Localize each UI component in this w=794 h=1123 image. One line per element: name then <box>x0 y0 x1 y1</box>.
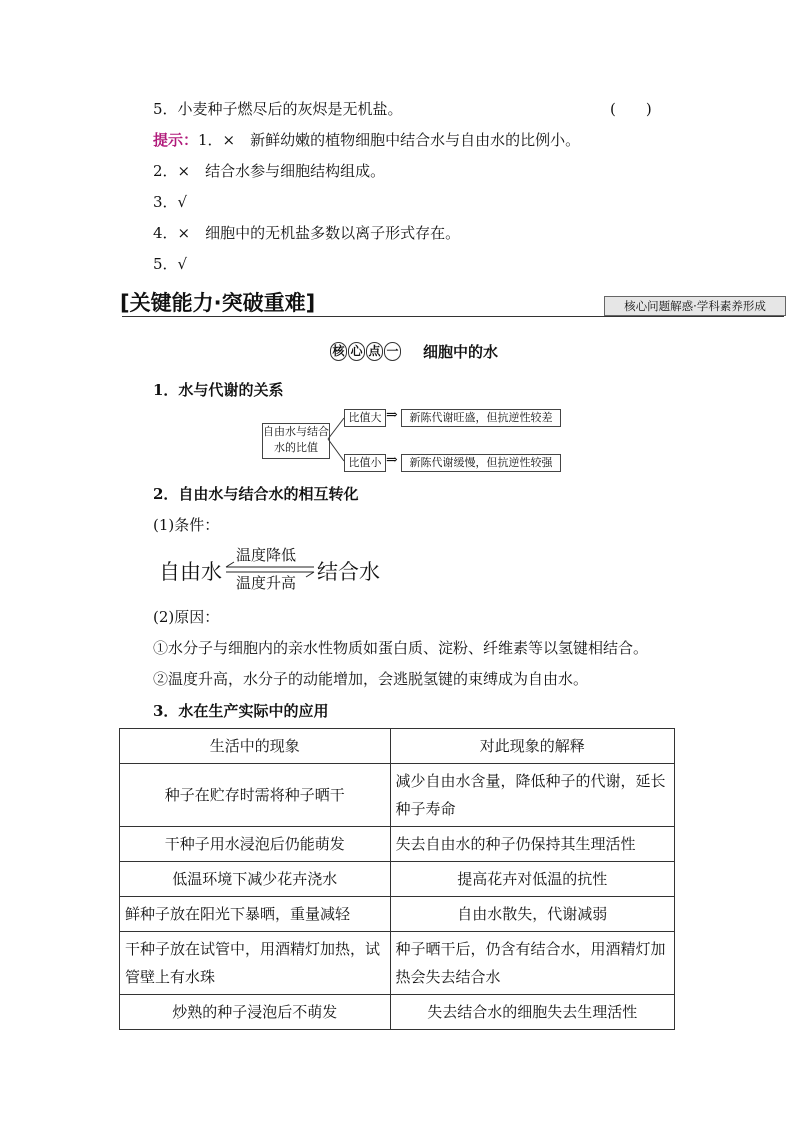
arrow-right-icon: ⇒ <box>386 452 398 468</box>
table-row <box>120 764 675 827</box>
equation-left: 自由水 <box>159 560 222 584</box>
core-point-title: 细胞中的水 <box>423 343 499 361</box>
hint-item: 4．× 细胞中的无机盐多数以离子形式存在。 <box>153 224 461 242</box>
diagram-bottom-label: 比值小 <box>344 454 386 472</box>
equation-top-condition: 温度降低 <box>236 546 297 564</box>
hint-item: 5．√ <box>153 255 188 273</box>
table-header-row <box>120 729 675 764</box>
hint-item: 3．√ <box>153 193 188 211</box>
reason-item: ①水分子与细胞内的亲水性物质如蛋白质、淀粉、纤维素等以氢键相结合。 <box>153 639 649 657</box>
heading-3: 3．水在生产实际中的应用 <box>153 702 329 720</box>
badge-char: 一 <box>384 342 401 361</box>
badge-char: 核 <box>330 342 347 361</box>
diagram-top-result: 新陈代谢旺盛，但抗逆性较差 <box>401 409 561 427</box>
heading-2: 2．自由水与结合水的相互转化 <box>153 485 359 503</box>
hint-prefix: 提示： <box>153 131 199 149</box>
table-cell: 低温环境下减少花卉浇水 <box>120 862 391 897</box>
table-cell: 失去结合水的细胞失去生理活性 <box>390 995 675 1030</box>
hint-item: 2．× 结合水参与细胞结构组成。 <box>153 162 386 180</box>
hint-item: 1．× 新鲜幼嫩的植物细胞中结合水与自由水的比例小。 <box>198 131 581 149</box>
table-header: 对此现象的解释 <box>390 729 675 764</box>
answer-paren: ( ) <box>610 100 652 118</box>
table-row <box>120 995 675 1030</box>
table-row <box>120 897 675 932</box>
badge-char: 点 <box>366 342 383 361</box>
question-5: 5．小麦种子燃尽后的灰烬是无机盐。 <box>153 100 403 118</box>
reason-label: (2)原因： <box>153 608 220 626</box>
reason-item: ②温度升高，水分子的动能增加，会逃脱氢键的束缚成为自由水。 <box>153 670 589 688</box>
application-table <box>119 728 675 1030</box>
section-title: [关键能力·突破重难] <box>120 291 316 315</box>
badge-char: 心 <box>348 342 365 361</box>
section-tag: 核心问题解惑·学科素养形成 <box>604 296 786 316</box>
table-row <box>120 862 675 897</box>
table-cell: 炒熟的种子浸泡后不萌发 <box>120 995 391 1030</box>
table-header: 生活中的现象 <box>120 729 391 764</box>
section-divider <box>122 316 784 317</box>
table-cell: 鲜种子放在阳光下暴晒，重量减轻 <box>120 897 391 932</box>
core-point-badge <box>330 342 402 361</box>
table-cell: 种子晒干后，仍含有结合水，用酒精灯加热会失去结合水 <box>390 932 675 995</box>
equation-bottom-condition: 温度升高 <box>236 574 297 592</box>
diagram-top-label: 比值大 <box>344 409 386 427</box>
table-cell: 失去自由水的种子仍保持其生理活性 <box>390 827 675 862</box>
table-cell: 种子在贮存时需将种子晒干 <box>120 764 391 827</box>
equation-right: 结合水 <box>317 560 380 584</box>
table-cell: 自由水散失，代谢减弱 <box>390 897 675 932</box>
heading-1: 1．水与代谢的关系 <box>153 381 284 399</box>
table-cell: 减少自由水含量，降低种子的代谢，延长种子寿命 <box>390 764 675 827</box>
table-cell: 干种子用水浸泡后仍能萌发 <box>120 827 391 862</box>
diagram-left-box: 自由水与结合水的比值 <box>262 423 330 459</box>
table-row <box>120 932 675 995</box>
diagram-bottom-result: 新陈代谢缓慢，但抗逆性较强 <box>401 454 561 472</box>
condition-label: (1)条件： <box>153 516 220 534</box>
table-cell: 提高花卉对低温的抗性 <box>390 862 675 897</box>
arrow-right-icon: ⇒ <box>386 407 398 423</box>
table-cell: 干种子放在试管中，用酒精灯加热，试管壁上有水珠 <box>120 932 391 995</box>
hint-line-1 <box>153 129 580 150</box>
table-row <box>120 827 675 862</box>
